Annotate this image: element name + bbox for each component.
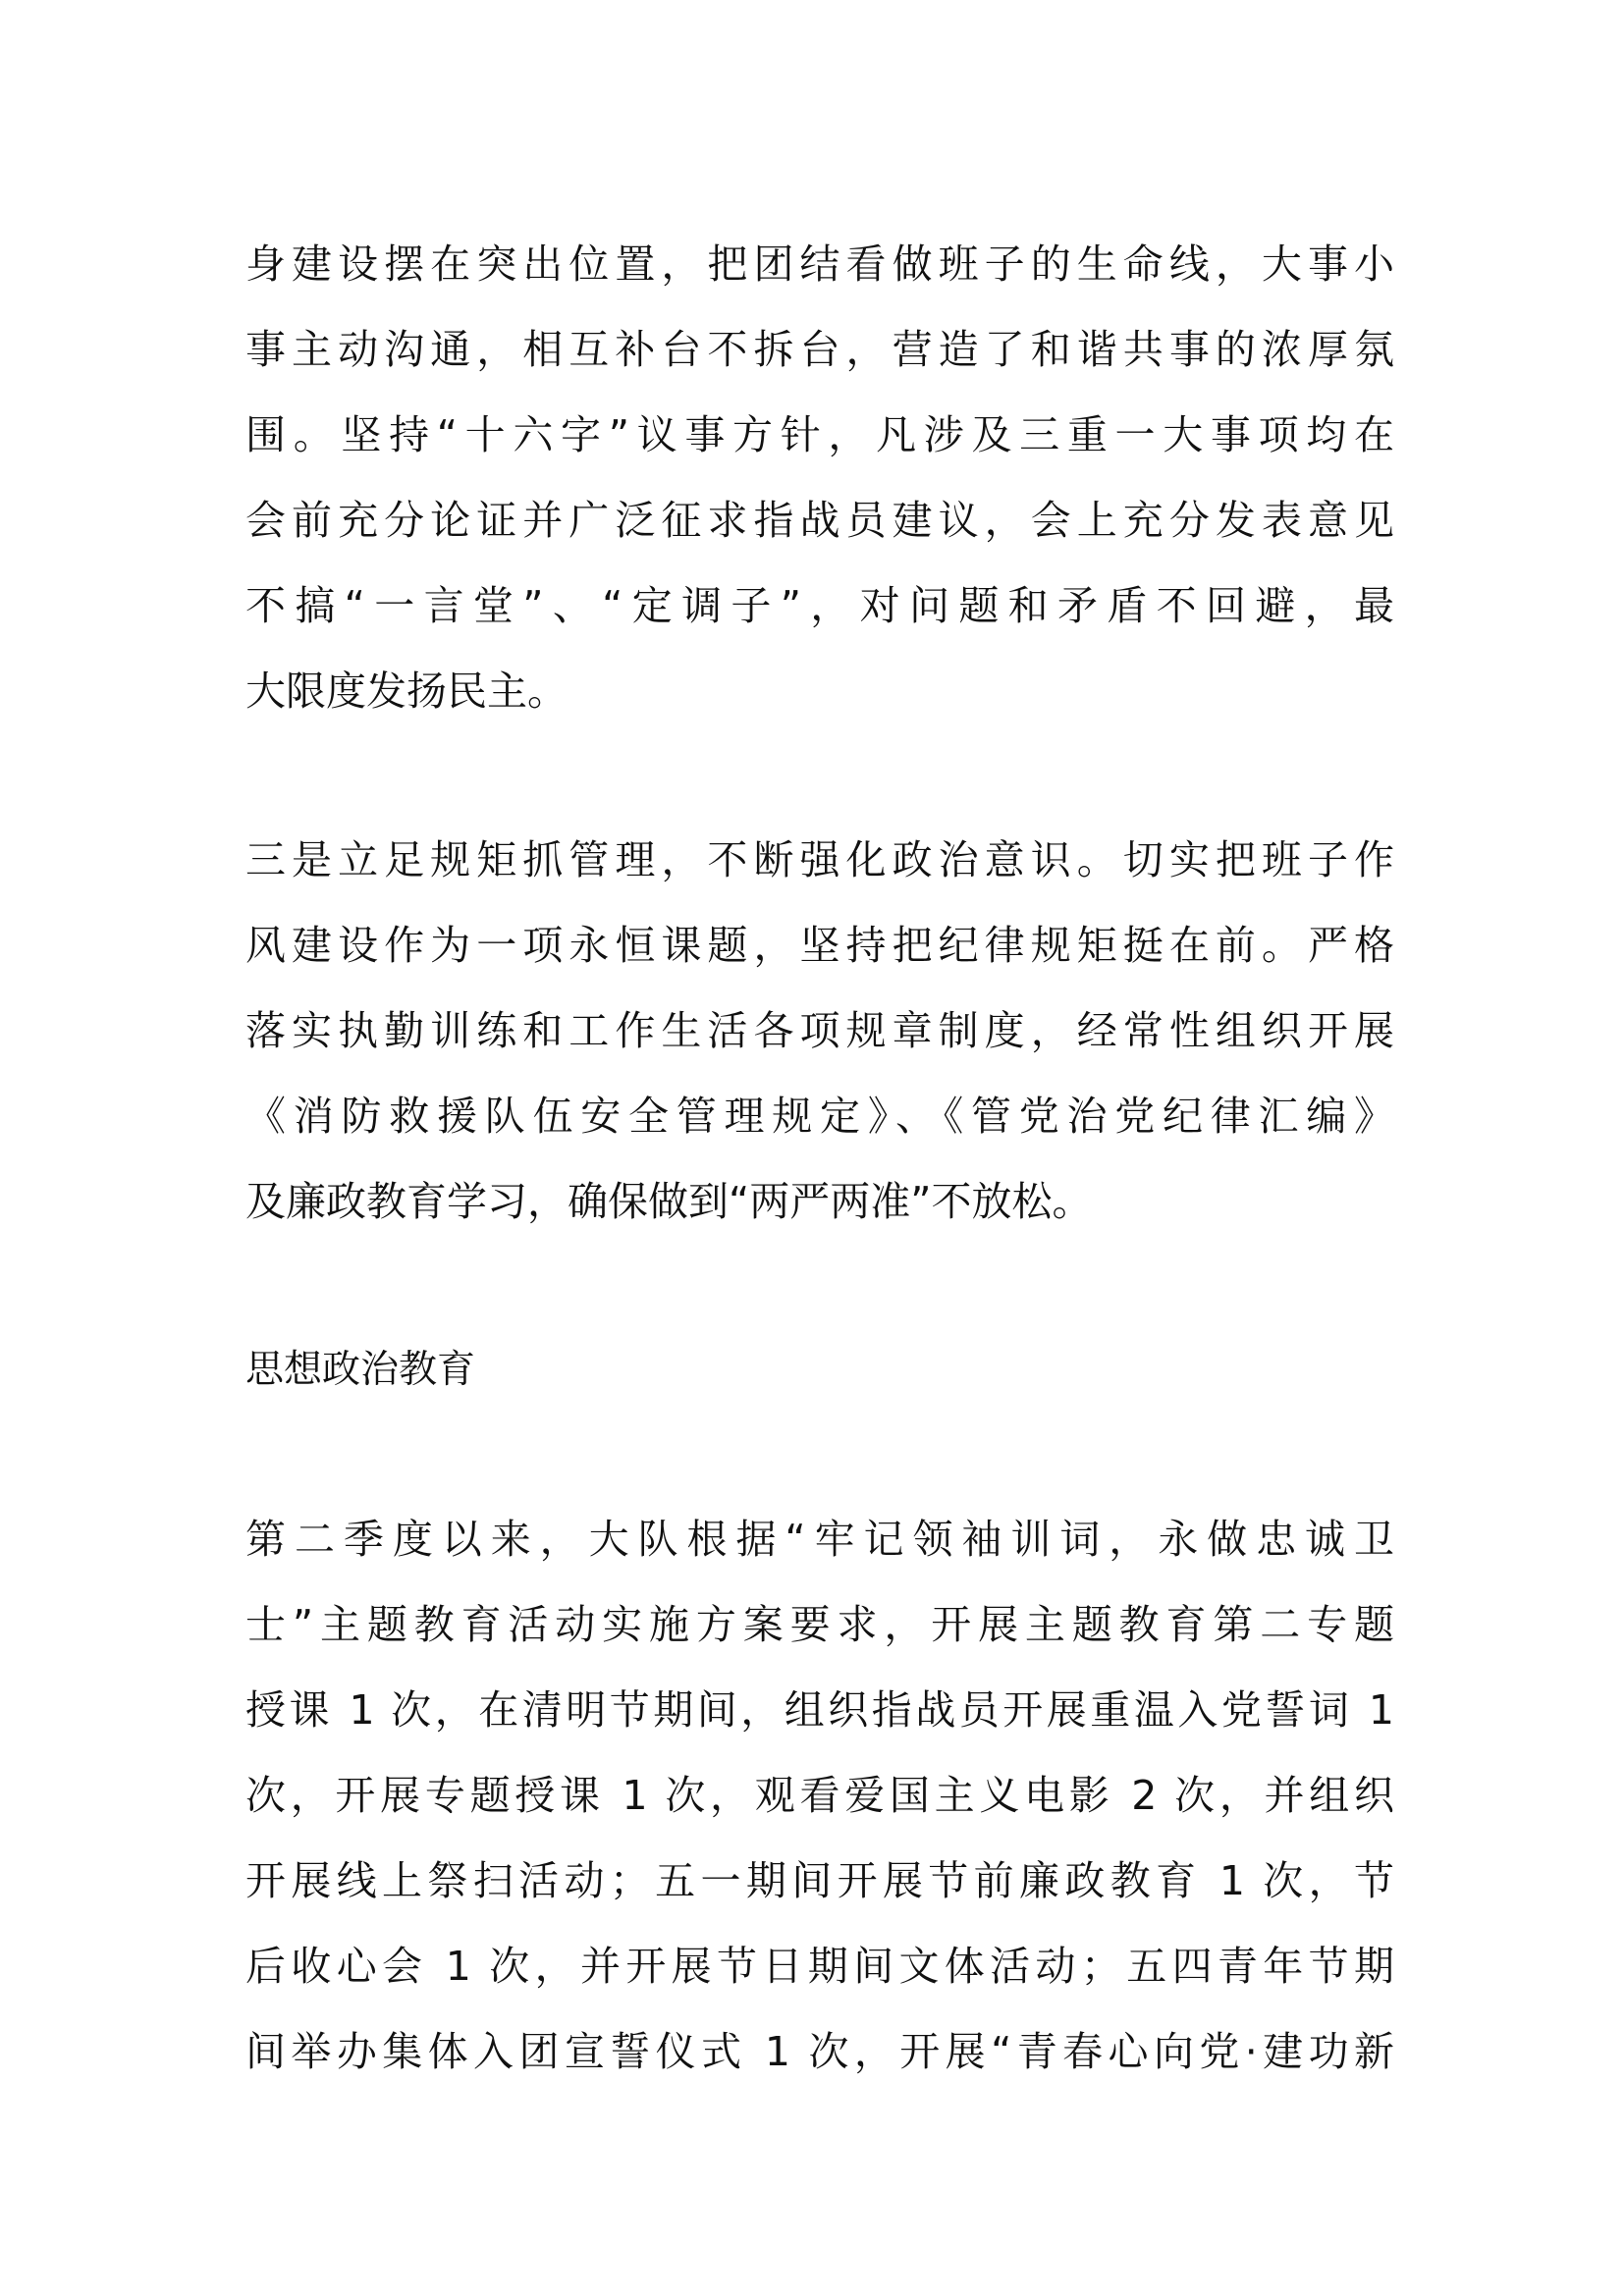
paragraph-line: 士”主题教育活动实施方案要求，开展主题教育第二专题 xyxy=(245,1601,1394,1648)
paragraph-line: 第二季度以来，大队根据“牢记领袖训词，永做忠诚卫 xyxy=(245,1516,1394,1563)
paragraph-line: 后收心会 1 次，并开展节日期间文体活动；五四青年节期 xyxy=(245,1943,1394,1990)
paragraph-line: 落实执勤训练和工作生活各项规章制度，经常性组织开展 xyxy=(245,1007,1394,1054)
paragraph-line: 风建设作为一项永恒课题，坚持把纪律规矩挺在前。严格 xyxy=(245,922,1394,969)
paragraph-line: 三是立足规矩抓管理，不断强化政治意识。切实把班子作 xyxy=(245,836,1394,883)
paragraph-line: 大限度发扬民主。 xyxy=(245,667,568,715)
paragraph-line: 会前充分论证并广泛征求指战员建议，会上充分发表意见 xyxy=(245,497,1394,544)
paragraph-line: 及廉政教育学习，确保做到“两严两准”不放松。 xyxy=(245,1178,1093,1225)
paragraph-line: 围。坚持“十六字”议事方针，凡涉及三重一大事项均在 xyxy=(245,411,1394,458)
paragraph-line: 《消防救援队伍安全管理规定》、《管党治党纪律汇编》 xyxy=(245,1093,1394,1140)
paragraph-line: 次，开展专题授课 1 次，观看爱国主义电影 2 次，并组织 xyxy=(245,1772,1394,1819)
paragraph-line: 授课 1 次，在清明节期间，组织指战员开展重温入党誓词 1 xyxy=(245,1686,1394,1734)
paragraph-line: 身建设摆在突出位置，把团结看做班子的生命线，大事小 xyxy=(245,240,1394,288)
paragraph-line: 事主动沟通，相互补台不拆台，营造了和谐共事的浓厚氛 xyxy=(245,326,1394,373)
paragraph-line: 不搞“一言堂”、“定调子”，对问题和矛盾不回避，最 xyxy=(245,582,1394,629)
section-heading-text: 思想政治教育 xyxy=(245,1348,476,1392)
paragraph-line: 间举办集体入团宣誓仪式 1 次，开展“青春心向党·建功新 xyxy=(245,2028,1394,2075)
paragraph-line: 开展线上祭扫活动；五一期间开展节前廉政教育 1 次，节 xyxy=(245,1857,1394,1904)
